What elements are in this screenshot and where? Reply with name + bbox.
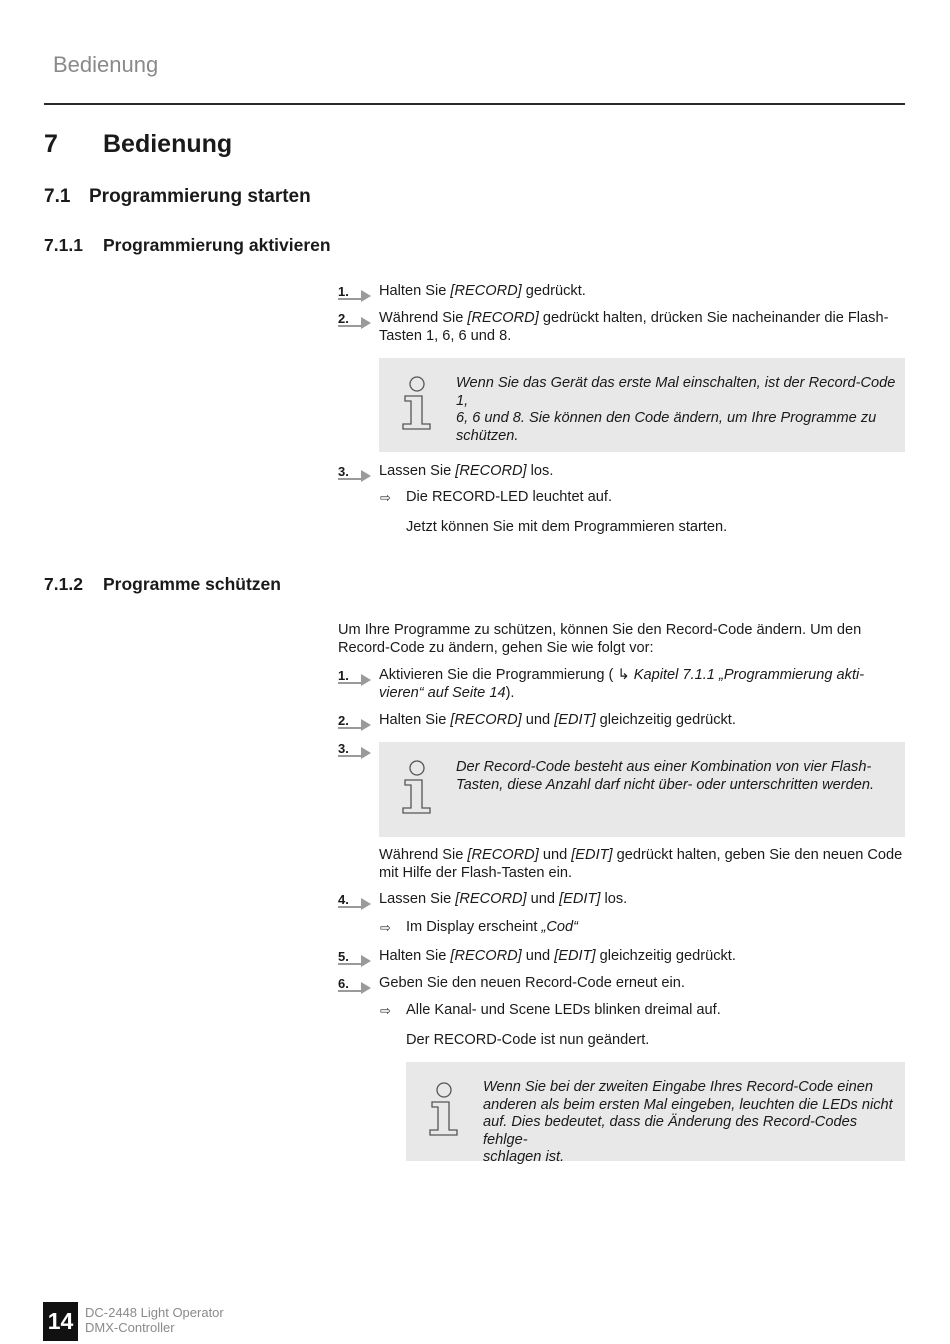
- section-title: Programmierung starten: [89, 186, 311, 207]
- result-text: Im Display erscheint „Cod“: [406, 919, 578, 935]
- step-number: 4.: [338, 892, 349, 907]
- header-rule: [44, 103, 905, 105]
- step-text: Aktivieren Sie die Programmierung ( ↳ Kapitel 7.1.1 „Programmierung akti- vieren“ auf Seite 14).: [379, 667, 865, 701]
- chapter-link[interactable]: Kapitel 7.1.1 „Programmierung akti- vieren“ auf Seite 14: [379, 667, 865, 701]
- step-text: Lassen Sie [RECORD] los.: [379, 463, 554, 479]
- result-item: [380, 919, 900, 937]
- chapter-heading: [44, 130, 232, 159]
- step-item: [338, 310, 908, 345]
- step-number: 1.: [338, 668, 349, 683]
- step-text: Während Sie [RECORD] gedrückt halten, drücken Sie nacheinander die Flash- Tasten 1, 6, 6 und 8.: [379, 310, 889, 344]
- step-arrow-icon: [338, 717, 372, 731]
- step-arrow-icon: [338, 896, 372, 910]
- step-arrow-icon: [338, 980, 372, 994]
- step-item: [338, 975, 908, 993]
- step-arrow-icon: [338, 468, 372, 482]
- result-text: Die RECORD-LED leuchtet auf.: [406, 489, 613, 505]
- section-number: 7.1: [44, 186, 71, 207]
- step-item: [338, 891, 908, 909]
- step-text: Während Sie [RECORD] und [EDIT] gedrückt halten, geben Sie den neuen Code mit Hilfe der Flash-Tasten ein.: [379, 847, 903, 881]
- info-text: Der Record-Code besteht aus einer Kombination von vier Flash- Tasten, diese Anzahl darf nicht über- oder unterschritten werden.: [456, 759, 875, 793]
- note-text: Der RECORD-Code ist nun geändert.: [406, 1032, 650, 1048]
- subsection-title: Programme schützen: [103, 574, 281, 594]
- info-text: Wenn Sie bei der zweiten Eingabe Ihres Record-Code einen anderen als beim ersten Mal eingeben, leuchten die LEDs nicht auf. Dies bedeutet, dass die Änderung des Record-Codes fehlge- schlagen ist.: [483, 1079, 893, 1165]
- step-number: 1.: [338, 284, 349, 299]
- result-arrow-icon: ⇨: [380, 1003, 391, 1018]
- info-icon: [401, 376, 433, 430]
- chapter-number: 7: [44, 130, 58, 158]
- step-number: 6.: [338, 976, 349, 991]
- chapter-title: Bedienung: [103, 130, 233, 158]
- page-number: 14: [43, 1302, 78, 1341]
- step-item: [338, 712, 908, 730]
- step-number: 5.: [338, 949, 349, 964]
- step-text: Halten Sie [RECORD] und [EDIT] gleichzeitig gedrückt.: [379, 712, 736, 728]
- info-box: [379, 358, 905, 452]
- running-header: Bedienung: [53, 52, 159, 77]
- section-heading: [44, 186, 311, 208]
- subsection-number: 7.1.1: [44, 235, 83, 255]
- result-arrow-icon: ⇨: [380, 490, 391, 505]
- step-text: Halten Sie [RECORD] und [EDIT] gleichzeitig gedrückt.: [379, 948, 736, 964]
- step-text: Geben Sie den neuen Record-Code erneut ein.: [379, 975, 685, 991]
- subsection-heading-712: [44, 574, 281, 595]
- footer-subtitle: DMX-Controller: [85, 1320, 175, 1335]
- step-text: Halten Sie [RECORD] gedrückt.: [379, 283, 586, 299]
- info-box: [406, 1062, 905, 1165]
- intro-paragraph: Um Ihre Programme zu schützen, können Sie den Record-Code ändern. Um den Record-Code zu ändern, gehen Sie wie folgt vor:: [338, 622, 862, 656]
- step-item: [338, 283, 908, 301]
- step-text: Lassen Sie [RECORD] und [EDIT] los.: [379, 891, 628, 907]
- step-number: 2.: [338, 311, 349, 326]
- info-box: [379, 742, 905, 837]
- subsection-title: Programmierung aktivieren: [103, 235, 331, 255]
- step-arrow-icon: [338, 288, 372, 302]
- step-arrow-icon: [338, 745, 372, 759]
- step-item: [338, 948, 908, 966]
- step-arrow-icon: [338, 672, 372, 686]
- subsection-heading-711: [44, 235, 331, 256]
- step-item: [338, 463, 908, 481]
- step-number: 3.: [338, 464, 349, 479]
- step-item: [338, 667, 908, 702]
- info-text: Wenn Sie das Gerät das erste Mal einschalten, ist der Record-Code 1, 6, 6 und 8. Sie können den Code ändern, um Ihre Programme zu schützen.: [456, 375, 896, 444]
- result-arrow-icon: ⇨: [380, 920, 391, 935]
- link-arrow-icon: ↳: [617, 667, 630, 683]
- footer-product: DC-2448 Light Operator: [85, 1305, 224, 1320]
- result-text: Alle Kanal- und Scene LEDs blinken dreimal auf.: [406, 1002, 721, 1018]
- result-item: [380, 1002, 900, 1020]
- step-number: 2.: [338, 713, 349, 728]
- step-arrow-icon: [338, 315, 372, 329]
- subsection-number: 7.1.2: [44, 574, 83, 594]
- step-number: 3.: [338, 741, 349, 756]
- info-icon: [428, 1082, 460, 1136]
- result-item: [380, 489, 900, 507]
- info-icon: [401, 760, 433, 814]
- step-arrow-icon: [338, 953, 372, 967]
- note-text: Jetzt können Sie mit dem Programmieren starten.: [406, 519, 728, 535]
